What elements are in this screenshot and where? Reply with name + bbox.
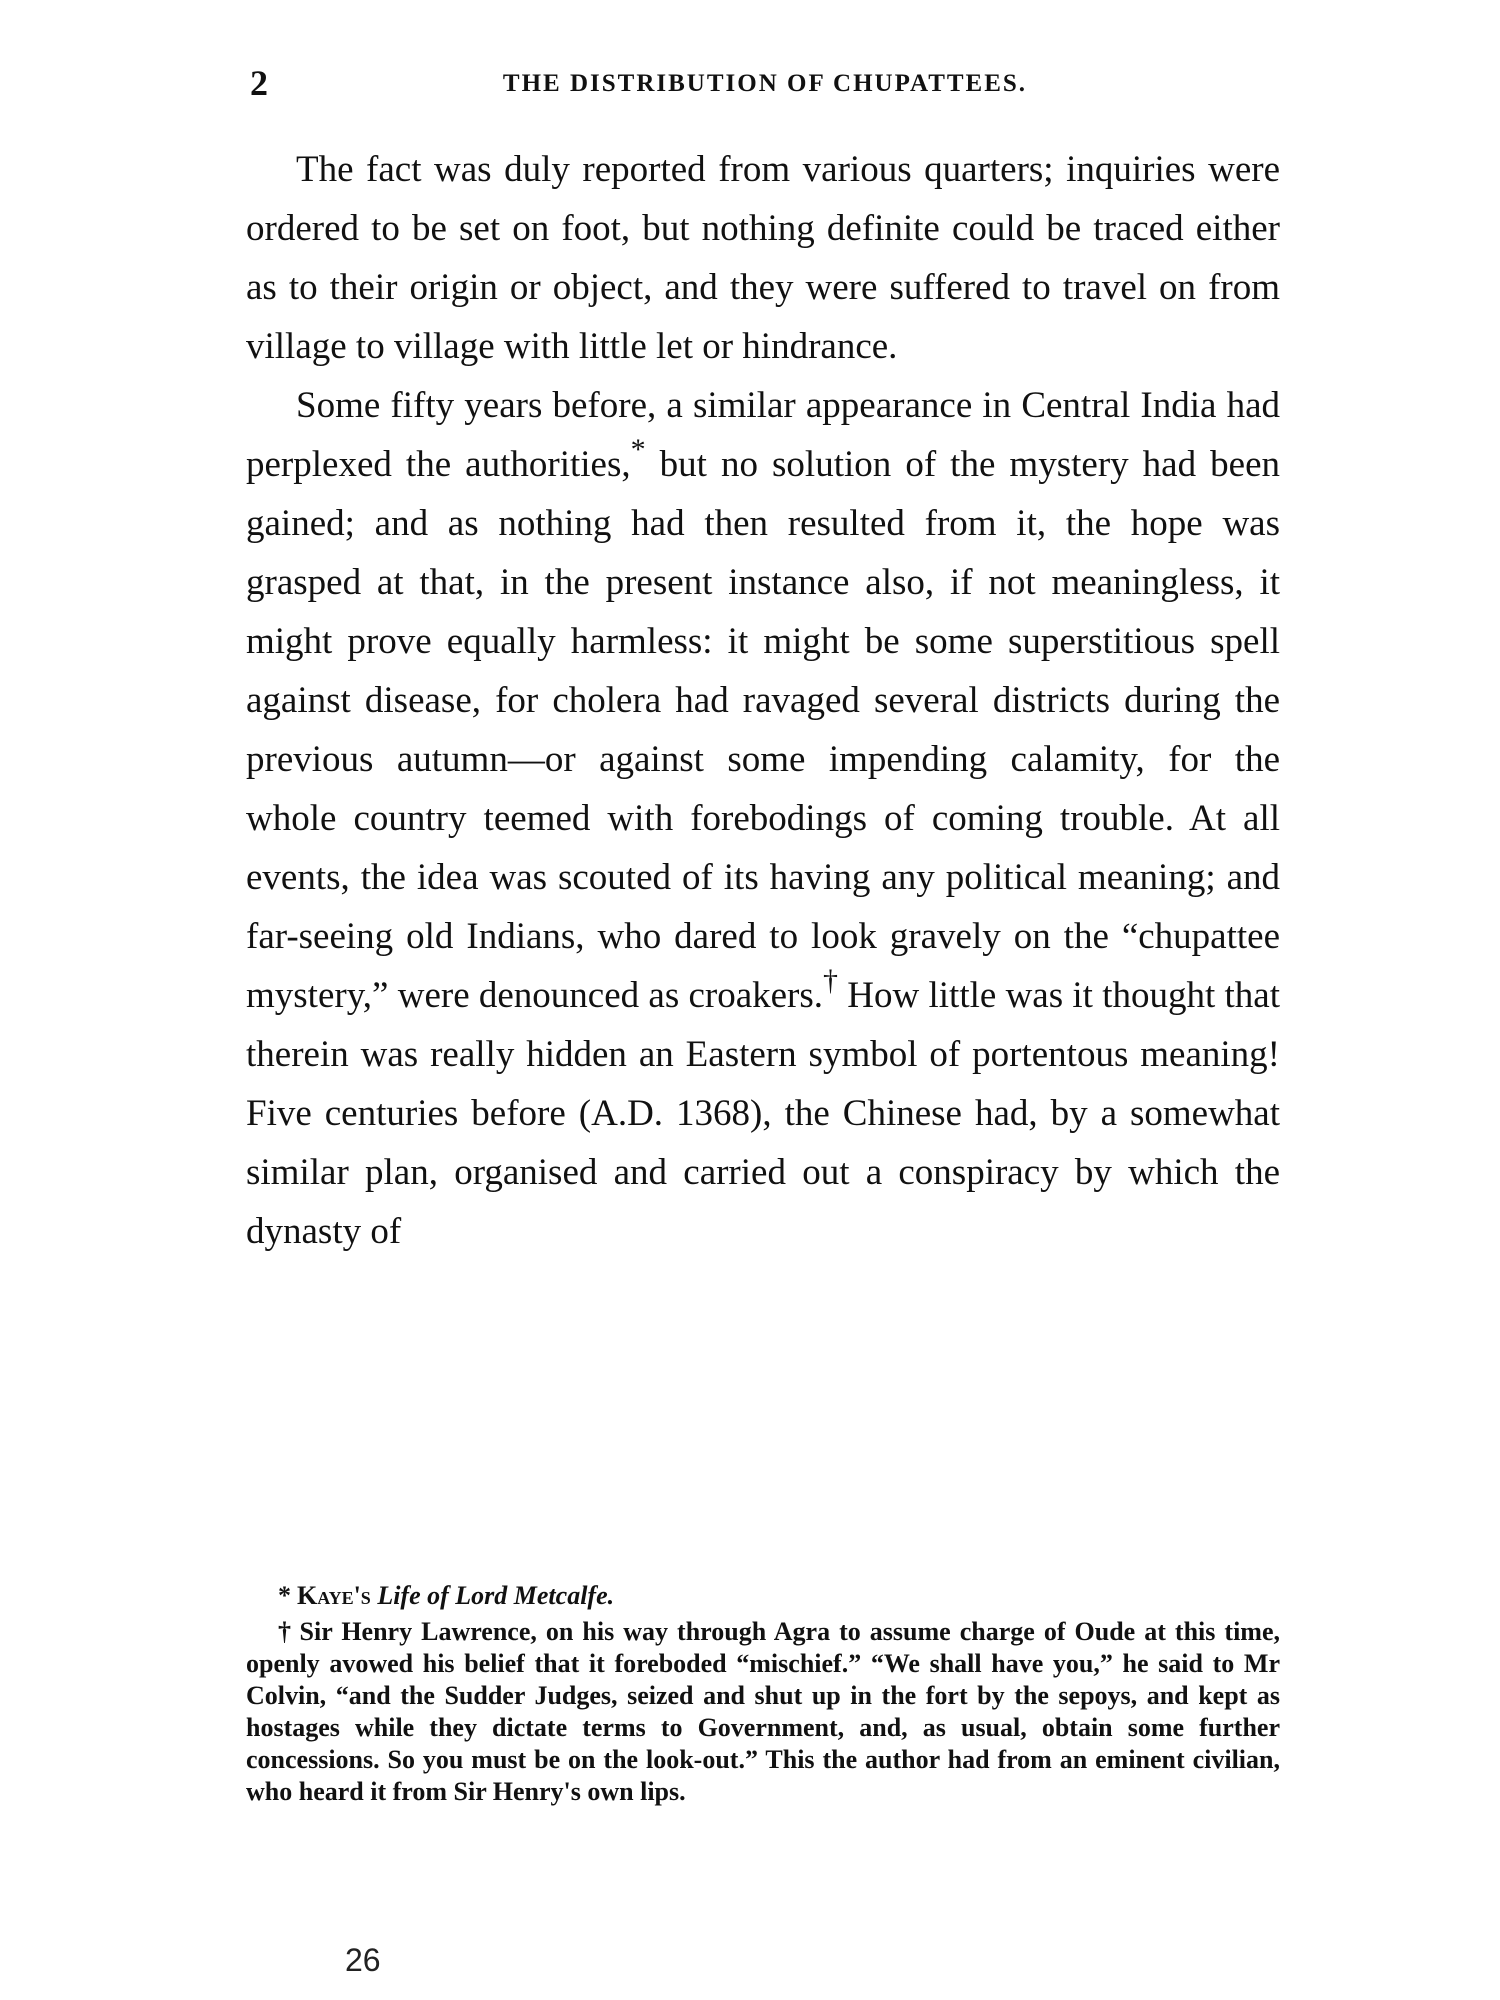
footnote-2-text: Sir Henry Lawrence, on his way through Agra to assume charge of Oude at this time, openly avowed his belief that it foreboded “mischief.” “We shall have you,” he said to Mr Colvin, “and the Sudder Judges, seized and shut up in the fort by the sepoys, and kept as hostages while they dictate terms to Government, and, as usual, obtain some further concessions. So you must be on the look-out.” This the author had from an eminent civilian, who heard it from Sir Henry's own lips. (246, 1617, 1280, 1806)
paragraph-2-part-a: Some fifty years before, a similar appearance in Central India had perplexed the authorities, (246, 385, 1280, 485)
paragraph-2-part-b: but no solution of the mystery had been gained; and as nothing had then resulted from it, the hope was grasped at that, in the present instance also, if not meaningless, it might prove equally harmless: it might be some superstitious spell against disease, for cholera had ravaged several districts during the previous autumn—or against some impending calamity, for the whole country teemed with forebodings of coming trouble. At all events, the idea was scouted of its having any political meaning; and far-seeing old Indians, who dared to look gravely on the “chupattee mystery,” were denounced as croakers. (246, 444, 1280, 1016)
footnote-1-title: Life of Lord Metcalfe. (377, 1581, 615, 1610)
scan-page-number: 26 (345, 1942, 381, 1978)
paragraph-1: The fact was duly reported from various quarters; inquiries were ordered to be set on foot, but nothing definite could be traced either as to their origin or object, and they were suffered to travel on from village to village with little let or hindrance. (246, 149, 1280, 367)
footnote-ref-dagger: † (823, 964, 839, 997)
page-header (250, 62, 1280, 112)
paragraph-2 (246, 376, 1280, 1261)
footnote-1 (246, 1580, 1280, 1612)
page-number: 2 (250, 63, 268, 103)
footnote-1-author: Kaye's (297, 1581, 371, 1610)
footnotes (246, 1580, 1280, 1808)
footnote-ref-asterisk: * (630, 433, 646, 466)
running-head: THE DISTRIBUTION OF CHUPATTEES. (502, 70, 1028, 97)
main-text (246, 140, 1280, 1261)
paragraph-2-part-c: How little was it thought that therein was really hidden an Eastern symbol of portentous meaning! Five centuries before ( (246, 975, 1280, 1134)
paragraph-2-part-d: 1368), the Chinese had, by a somewhat similar plan, organised and carried out a conspiracy by which the dynasty of (246, 1093, 1281, 1252)
era-abbreviation: A.D. (591, 1093, 664, 1134)
footnote-1-marker: * (278, 1581, 291, 1610)
footnote-2-marker: † (278, 1617, 294, 1646)
footnote-2 (246, 1616, 1280, 1808)
